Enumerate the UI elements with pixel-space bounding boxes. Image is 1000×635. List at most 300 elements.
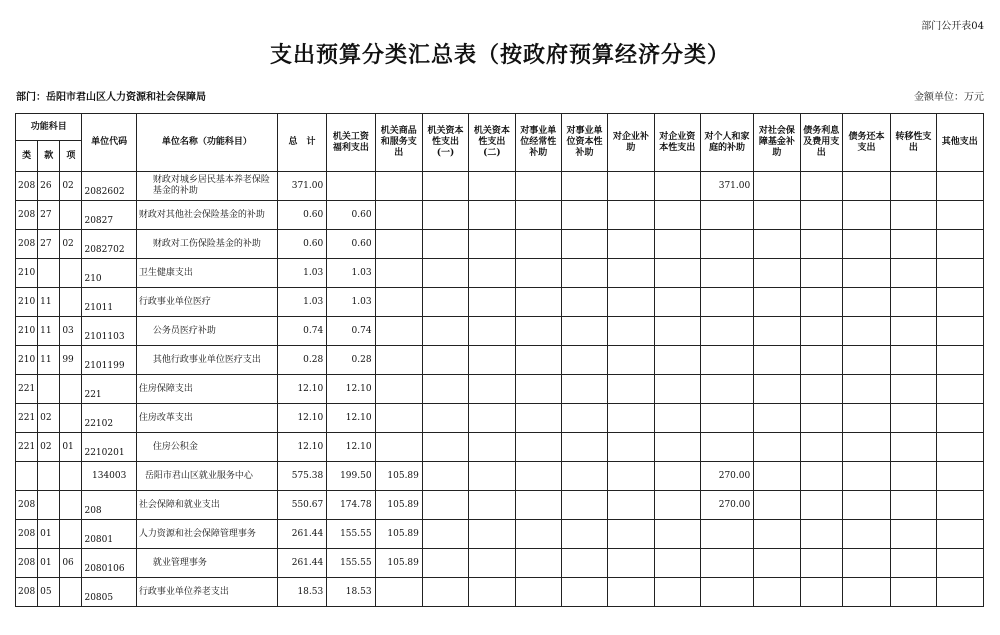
- row-xiang: [60, 259, 82, 288]
- row-c6: [561, 433, 607, 462]
- row-c14: [936, 404, 983, 433]
- row-c4: [469, 288, 515, 317]
- row-total: 12.10: [277, 404, 326, 433]
- row-c8: [654, 375, 700, 404]
- table-row: [16, 375, 984, 404]
- row-c6: [561, 491, 607, 520]
- row-c5: [515, 462, 561, 491]
- row-c4: [469, 404, 515, 433]
- row-kuan: 01: [38, 549, 60, 578]
- row-kuan: 26: [38, 172, 60, 201]
- header-unit-code: 单位代码: [82, 114, 136, 172]
- row-c4: [469, 433, 515, 462]
- table-row: [16, 404, 984, 433]
- row-c13: [891, 230, 936, 259]
- row-c7: [608, 491, 654, 520]
- table-row: [16, 259, 984, 288]
- row-c8: [654, 201, 700, 230]
- row-c2: [375, 172, 422, 201]
- page-title: 支出预算分类汇总表（按政府预算经济分类）: [269, 42, 730, 68]
- row-c4: [469, 578, 515, 607]
- row-c7: [608, 404, 654, 433]
- row-c7: [608, 317, 654, 346]
- row-c9: [700, 549, 753, 578]
- row-c3: [422, 462, 468, 491]
- row-unit-name: 住房保障支出: [136, 375, 277, 404]
- row-c2: 105.89: [375, 549, 422, 578]
- row-unit-name: 财政对其他社会保险基金的补助: [136, 201, 277, 230]
- row-unit-code: 2101103: [82, 317, 136, 346]
- row-c6: [561, 578, 607, 607]
- row-unit-name: 住房公积金: [136, 433, 277, 462]
- row-total: 550.67: [277, 491, 326, 520]
- row-c14: [936, 346, 983, 375]
- row-c4: [469, 317, 515, 346]
- row-c8: [654, 317, 700, 346]
- header-unit-name: 单位名称（功能科目）: [136, 114, 277, 172]
- row-total: 1.03: [277, 288, 326, 317]
- row-unit-name: 行政事业单位医疗: [136, 288, 277, 317]
- row-c12: [842, 288, 890, 317]
- row-xiang: [60, 375, 82, 404]
- row-c2: [375, 346, 422, 375]
- row-c9: [700, 404, 753, 433]
- row-c10: [754, 491, 800, 520]
- row-c10: [754, 230, 800, 259]
- row-c11: [800, 433, 842, 462]
- row-total: 371.00: [277, 172, 326, 201]
- table-row: [16, 201, 984, 230]
- row-c8: [654, 404, 700, 433]
- row-c5: [515, 520, 561, 549]
- row-c8: [654, 230, 700, 259]
- table-row: [16, 230, 984, 259]
- row-c8: [654, 549, 700, 578]
- row-c4: [469, 491, 515, 520]
- header-total: 总 计: [277, 114, 326, 172]
- row-c3: [422, 346, 468, 375]
- row-c9: [700, 375, 753, 404]
- row-c12: [842, 317, 890, 346]
- budget-table: [15, 113, 984, 607]
- row-c10: [754, 259, 800, 288]
- row-total: 575.38: [277, 462, 326, 491]
- row-c7: [608, 549, 654, 578]
- row-lei: 221: [16, 433, 38, 462]
- row-c13: [891, 172, 936, 201]
- row-c9: [700, 259, 753, 288]
- row-kuan: 27: [38, 230, 60, 259]
- table-row: [16, 317, 984, 346]
- row-lei: 208: [16, 549, 38, 578]
- row-c12: [842, 375, 890, 404]
- row-c4: [469, 230, 515, 259]
- row-total: 1.03: [277, 259, 326, 288]
- header-lei: 类: [16, 141, 38, 172]
- row-c13: [891, 346, 936, 375]
- row-c3: [422, 201, 468, 230]
- row-total: 0.74: [277, 317, 326, 346]
- row-c13: [891, 491, 936, 520]
- row-c3: [422, 230, 468, 259]
- row-c9: [700, 520, 753, 549]
- row-c12: [842, 433, 890, 462]
- row-total: 261.44: [277, 549, 326, 578]
- row-c7: [608, 172, 654, 201]
- row-c6: [561, 230, 607, 259]
- row-c5: [515, 201, 561, 230]
- row-c13: [891, 462, 936, 491]
- row-c13: [891, 404, 936, 433]
- row-c14: [936, 433, 983, 462]
- row-kuan: 11: [38, 317, 60, 346]
- row-lei: 221: [16, 404, 38, 433]
- row-c11: [800, 346, 842, 375]
- row-c13: [891, 201, 936, 230]
- row-c5: [515, 346, 561, 375]
- row-c1: 0.28: [327, 346, 375, 375]
- row-total: 0.60: [277, 230, 326, 259]
- row-c2: [375, 317, 422, 346]
- row-c10: [754, 288, 800, 317]
- row-c1: 0.74: [327, 317, 375, 346]
- row-c3: [422, 491, 468, 520]
- row-xiang: 01: [60, 433, 82, 462]
- row-c14: [936, 491, 983, 520]
- row-c9: [700, 230, 753, 259]
- row-c9: [700, 578, 753, 607]
- row-c8: [654, 288, 700, 317]
- row-c5: [515, 288, 561, 317]
- row-unit-code: 2082702: [82, 230, 136, 259]
- row-c5: [515, 375, 561, 404]
- row-xiang: 02: [60, 172, 82, 201]
- row-kuan: [38, 462, 60, 491]
- row-total: 0.28: [277, 346, 326, 375]
- row-c10: [754, 201, 800, 230]
- table-row: [16, 549, 984, 578]
- row-c11: [800, 578, 842, 607]
- row-c7: [608, 230, 654, 259]
- row-c10: [754, 375, 800, 404]
- row-lei: 221: [16, 375, 38, 404]
- table-row: [16, 462, 984, 491]
- row-c7: [608, 433, 654, 462]
- row-lei: 208: [16, 578, 38, 607]
- row-unit-code: 2082602: [82, 172, 136, 201]
- row-unit-name: 社会保障和就业支出: [136, 491, 277, 520]
- row-c3: [422, 288, 468, 317]
- row-lei: [16, 462, 38, 491]
- row-c7: [608, 520, 654, 549]
- row-unit-name: 财政对城乡居民基本养老保险基金的补助: [136, 172, 277, 201]
- row-c8: [654, 462, 700, 491]
- header-c11: 债务利息及费用支出: [800, 114, 842, 172]
- row-c5: [515, 549, 561, 578]
- row-c3: [422, 549, 468, 578]
- row-lei: 210: [16, 317, 38, 346]
- row-c7: [608, 578, 654, 607]
- row-c3: [422, 433, 468, 462]
- row-c11: [800, 462, 842, 491]
- row-c13: [891, 433, 936, 462]
- table-row: [16, 433, 984, 462]
- row-c6: [561, 404, 607, 433]
- row-c4: [469, 201, 515, 230]
- header-xiang: 项: [60, 141, 82, 172]
- row-c2: [375, 230, 422, 259]
- row-c12: [842, 491, 890, 520]
- row-kuan: [38, 259, 60, 288]
- row-c11: [800, 549, 842, 578]
- department-label: 部门：岳阳市君山区人力资源和社会保障局: [16, 92, 206, 103]
- row-c11: [800, 172, 842, 201]
- row-c14: [936, 259, 983, 288]
- row-xiang: [60, 578, 82, 607]
- row-xiang: [60, 201, 82, 230]
- row-c5: [515, 259, 561, 288]
- header-c12: 债务还本支出: [842, 114, 890, 172]
- row-c6: [561, 317, 607, 346]
- row-c12: [842, 578, 890, 607]
- header-c14: 其他支出: [936, 114, 983, 172]
- row-unit-code: 20801: [82, 520, 136, 549]
- row-c10: [754, 172, 800, 201]
- row-lei: 210: [16, 288, 38, 317]
- row-xiang: 03: [60, 317, 82, 346]
- row-c10: [754, 578, 800, 607]
- row-c6: [561, 288, 607, 317]
- row-xiang: 06: [60, 549, 82, 578]
- row-kuan: 11: [38, 288, 60, 317]
- row-xiang: 99: [60, 346, 82, 375]
- header-c5: 对事业单位经常性补助: [515, 114, 561, 172]
- row-c11: [800, 230, 842, 259]
- row-c14: [936, 375, 983, 404]
- row-c11: [800, 288, 842, 317]
- header-kuan: 款: [38, 141, 60, 172]
- row-c1: 174.78: [327, 491, 375, 520]
- row-c14: [936, 462, 983, 491]
- row-unit-code: 208: [82, 491, 136, 520]
- header-c13: 转移性支出: [891, 114, 936, 172]
- row-c10: [754, 520, 800, 549]
- header-func-subject: 功能科目: [16, 114, 82, 141]
- row-c12: [842, 462, 890, 491]
- row-unit-code: 21011: [82, 288, 136, 317]
- row-c12: [842, 172, 890, 201]
- row-c2: [375, 578, 422, 607]
- row-total: 12.10: [277, 375, 326, 404]
- row-c13: [891, 520, 936, 549]
- row-c8: [654, 259, 700, 288]
- header-c3: 机关资本性支出(一): [422, 114, 468, 172]
- row-c10: [754, 462, 800, 491]
- row-c11: [800, 520, 842, 549]
- row-c6: [561, 462, 607, 491]
- row-c12: [842, 549, 890, 578]
- row-c12: [842, 201, 890, 230]
- row-c5: [515, 491, 561, 520]
- row-c3: [422, 259, 468, 288]
- row-c4: [469, 346, 515, 375]
- row-xiang: [60, 462, 82, 491]
- row-c13: [891, 578, 936, 607]
- row-c10: [754, 404, 800, 433]
- row-c7: [608, 288, 654, 317]
- row-c12: [842, 404, 890, 433]
- row-c12: [842, 230, 890, 259]
- row-c3: [422, 520, 468, 549]
- row-unit-code: 2080106: [82, 549, 136, 578]
- row-c13: [891, 375, 936, 404]
- row-c7: [608, 462, 654, 491]
- row-c1: 1.03: [327, 288, 375, 317]
- row-lei: 210: [16, 346, 38, 375]
- table-row: [16, 491, 984, 520]
- row-total: 12.10: [277, 433, 326, 462]
- row-kuan: 11: [38, 346, 60, 375]
- row-c5: [515, 317, 561, 346]
- row-c8: [654, 491, 700, 520]
- row-unit-code: 134003: [82, 462, 136, 491]
- header-c2: 机关商品和服务支出: [375, 114, 422, 172]
- row-kuan: 27: [38, 201, 60, 230]
- table-row: [16, 346, 984, 375]
- row-c6: [561, 346, 607, 375]
- table-row: [16, 578, 984, 607]
- row-c3: [422, 578, 468, 607]
- row-xiang: 02: [60, 230, 82, 259]
- row-unit-name: 住房改革支出: [136, 404, 277, 433]
- row-c5: [515, 230, 561, 259]
- row-c1: 12.10: [327, 375, 375, 404]
- row-unit-code: 210: [82, 259, 136, 288]
- row-c11: [800, 491, 842, 520]
- row-unit-name: 财政对工伤保险基金的补助: [136, 230, 277, 259]
- row-c1: 155.55: [327, 549, 375, 578]
- row-c8: [654, 520, 700, 549]
- row-c5: [515, 578, 561, 607]
- row-c1: 0.60: [327, 230, 375, 259]
- row-c4: [469, 549, 515, 578]
- row-c9: 371.00: [700, 172, 753, 201]
- row-kuan: 02: [38, 433, 60, 462]
- row-c3: [422, 375, 468, 404]
- row-c4: [469, 172, 515, 201]
- row-c6: [561, 520, 607, 549]
- row-c2: [375, 433, 422, 462]
- row-c2: [375, 201, 422, 230]
- row-c11: [800, 375, 842, 404]
- row-c5: [515, 404, 561, 433]
- row-c2: [375, 375, 422, 404]
- row-xiang: [60, 404, 82, 433]
- row-unit-code: 20827: [82, 201, 136, 230]
- row-kuan: 05: [38, 578, 60, 607]
- row-c13: [891, 549, 936, 578]
- row-c2: 105.89: [375, 520, 422, 549]
- row-c1: 199.50: [327, 462, 375, 491]
- row-lei: 208: [16, 230, 38, 259]
- row-c1: [327, 172, 375, 201]
- row-c7: [608, 346, 654, 375]
- row-c4: [469, 462, 515, 491]
- row-unit-name: 人力资源和社会保障管理事务: [136, 520, 277, 549]
- row-c2: [375, 259, 422, 288]
- row-c1: 12.10: [327, 404, 375, 433]
- row-c9: [700, 346, 753, 375]
- row-c13: [891, 317, 936, 346]
- header-c1: 机关工资福利支出: [327, 114, 375, 172]
- row-lei: 210: [16, 259, 38, 288]
- row-unit-code: 22102: [82, 404, 136, 433]
- row-c2: [375, 288, 422, 317]
- row-c11: [800, 259, 842, 288]
- row-c6: [561, 259, 607, 288]
- row-unit-code: 221: [82, 375, 136, 404]
- row-c1: 12.10: [327, 433, 375, 462]
- row-c8: [654, 346, 700, 375]
- row-c9: 270.00: [700, 462, 753, 491]
- row-total: 18.53: [277, 578, 326, 607]
- row-c3: [422, 404, 468, 433]
- row-c5: [515, 433, 561, 462]
- header-c9: 对个人和家庭的补助: [700, 114, 753, 172]
- row-c1: 1.03: [327, 259, 375, 288]
- table-number: 部门公开表04: [921, 21, 984, 32]
- row-c10: [754, 549, 800, 578]
- row-c13: [891, 288, 936, 317]
- row-kuan: [38, 375, 60, 404]
- row-c8: [654, 433, 700, 462]
- row-c6: [561, 375, 607, 404]
- row-c7: [608, 259, 654, 288]
- row-xiang: [60, 491, 82, 520]
- row-total: 261.44: [277, 520, 326, 549]
- row-c4: [469, 520, 515, 549]
- row-c1: 18.53: [327, 578, 375, 607]
- row-kuan: [38, 491, 60, 520]
- row-c14: [936, 172, 983, 201]
- row-c8: [654, 578, 700, 607]
- row-unit-name: 其他行政事业单位医疗支出: [136, 346, 277, 375]
- row-c14: [936, 230, 983, 259]
- row-c12: [842, 259, 890, 288]
- row-c11: [800, 404, 842, 433]
- header-c4: 机关资本性支出(二): [469, 114, 515, 172]
- row-kuan: 02: [38, 404, 60, 433]
- row-unit-name: 岳阳市君山区就业服务中心: [136, 462, 277, 491]
- row-c11: [800, 317, 842, 346]
- row-c14: [936, 520, 983, 549]
- table-row: [16, 520, 984, 549]
- row-c14: [936, 201, 983, 230]
- row-unit-code: 2210201: [82, 433, 136, 462]
- row-c2: 105.89: [375, 491, 422, 520]
- row-lei: 208: [16, 172, 38, 201]
- row-c12: [842, 346, 890, 375]
- row-c2: [375, 404, 422, 433]
- row-c11: [800, 201, 842, 230]
- row-c3: [422, 317, 468, 346]
- table-row: [16, 288, 984, 317]
- row-unit-name: 行政事业单位养老支出: [136, 578, 277, 607]
- header-c7: 对企业补助: [608, 114, 654, 172]
- row-unit-code: 2101199: [82, 346, 136, 375]
- row-c1: 0.60: [327, 201, 375, 230]
- header-c10: 对社会保障基金补助: [754, 114, 800, 172]
